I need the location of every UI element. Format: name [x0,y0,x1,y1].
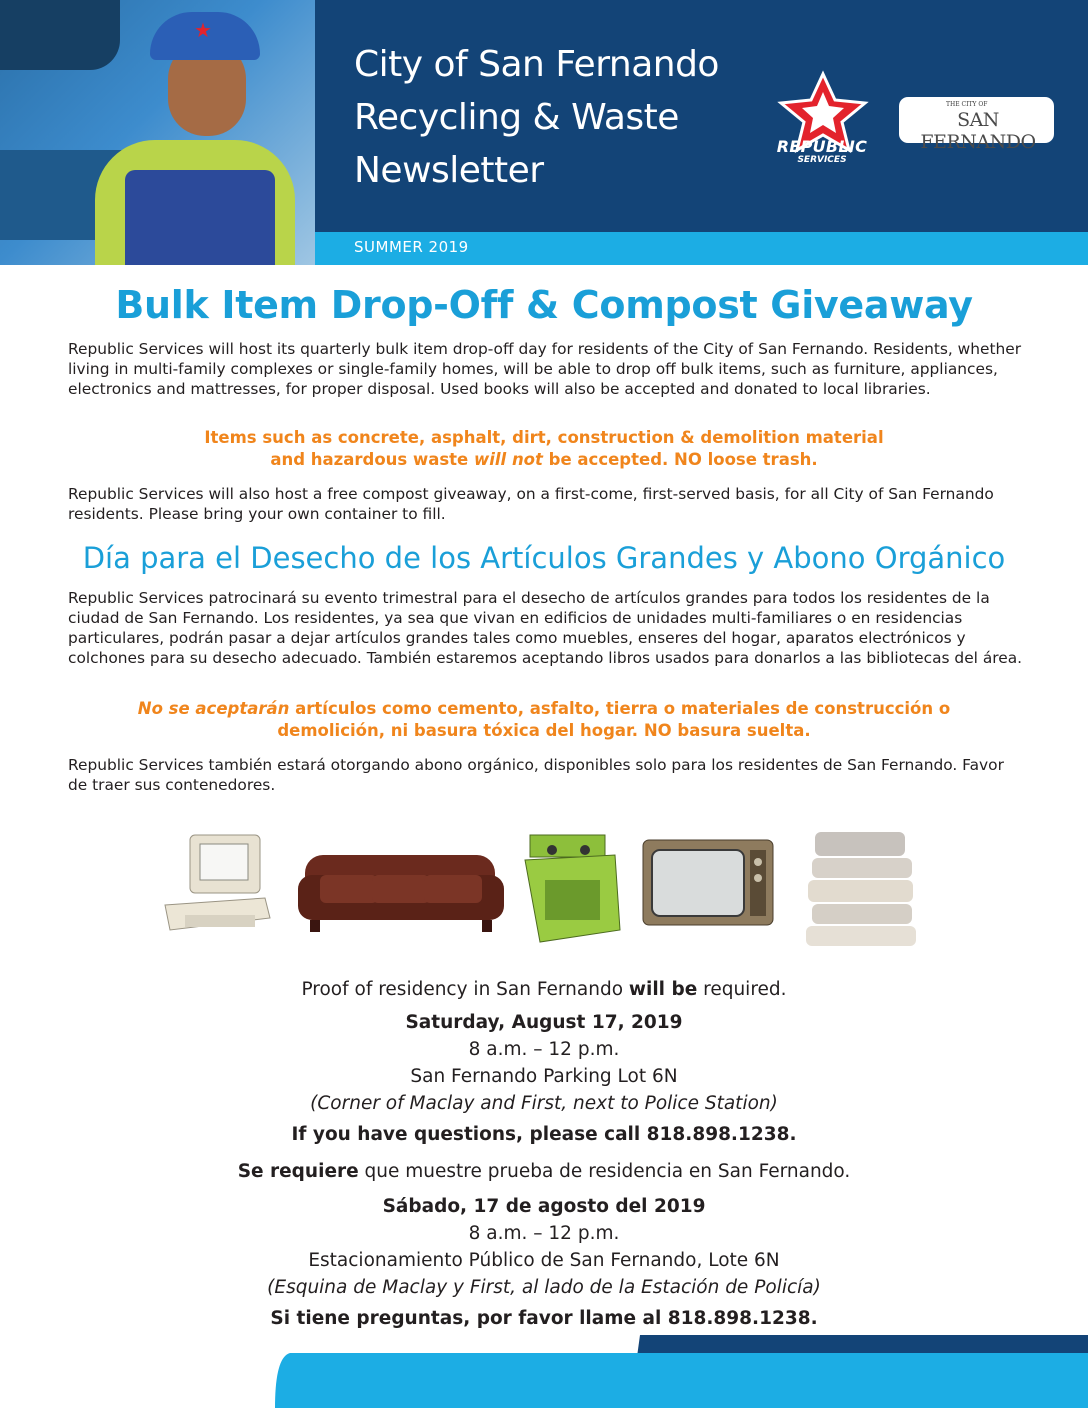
event-contact-es: Si tiene preguntas, por favor llame al 818.898.1238. [270,1308,818,1329]
newsletter-header [0,0,1088,265]
warning-emphasis: will not [473,450,543,469]
title-line-3: Newsletter [354,150,544,191]
event-date-es: Sábado, 17 de agosto del 2019 [382,1196,706,1217]
english-warning-line-1: Items such as concrete, asphalt, dirt, construction & demolition material [204,428,884,447]
warning-text: be accepted. NO loose trash. [542,450,818,469]
computer-image [165,835,270,930]
info-text: required. [697,979,787,1000]
proof-of-residency-es [0,1158,1088,1185]
newsletter-title [354,38,719,197]
event-time: 8 a.m. – 12 p.m. [468,1039,620,1060]
spanish-warning-line-2: demolición, ni basura tóxica del hogar. NO basura suelta. [277,721,811,740]
info-text: Proof of residency in San Fernando [301,979,629,1000]
english-paragraph-2: Republic Services will also host a free compost giveaway, on a first-come, first-served basis, for all City of San Fernando residents. Please bring your own container to fill. [68,485,994,523]
english-heading: Bulk Item Drop-Off & Compost Giveaway [115,283,973,327]
event-location-note: (Corner of Maclay and First, next to Police Station) [310,1093,778,1114]
cap-star-icon: ★ [194,18,212,42]
photo-background-sign [0,0,120,70]
edition-label: SUMMER 2019 [354,238,469,256]
spanish-paragraph-2: Republic Services también estará otorgando abono orgánico, disponibles solo para los residentes de San Fernando. Favor de traer sus contenedores. [68,756,1004,794]
proof-of-residency [0,976,1088,1003]
television-image [643,840,773,925]
event-time-es: 8 a.m. – 12 p.m. [468,1223,620,1244]
stove-image [525,835,620,942]
republic-logo-subtext: SERVICES [797,155,847,165]
sofa-image [298,855,504,932]
republic-logo-text: REPUBLIC [776,137,868,156]
worker-photo [0,0,315,265]
warning-emphasis: No se aceptarán [137,699,290,718]
event-info-spanish [0,1158,1088,1332]
event-location-es: Estacionamiento Público de San Fernando, Lote 6N [308,1250,780,1271]
warning-text: and hazardous waste [270,450,474,469]
english-warning [0,427,1088,471]
english-warning-line-2 [0,449,1088,471]
worker-uniform-panel [125,170,275,265]
spanish-heading: Día para el Desecho de los Artículos Grandes y Abono Orgánico [82,541,1006,575]
footer-swoosh [0,1335,1088,1408]
event-contact: If you have questions, please call 818.898.1238. [291,1124,797,1145]
event-location: San Fernando Parking Lot 6N [410,1066,678,1087]
info-text: que muestre prueba de residencia en San Fernando. [358,1161,851,1182]
spanish-paragraph-1: Republic Services patrocinará su evento trimestral para el desecho de artículos grandes para todos los residentes de la ciudad de San Fernando. Los residentes, ya sea que vivan en edificios de unidades multi-familiares o en residencias particulares, podrán pasar a dejar artículos grandes tales como muebles, enseres del hogar, aparatos electrónicos y colchones para su desecho adecuado. También estaremos aceptando libros usados para donarlos a las bibliotecas del área. [68,589,1023,667]
spanish-warning-line-1 [0,698,1088,720]
info-bold: Se requiere [237,1161,359,1182]
title-line-1: City of San Fernando [354,44,719,85]
worker-cap [150,12,260,60]
english-paragraph-1: Republic Services will host its quarterly bulk item drop-off day for residents of the City of San Fernando. Residents, whether living in multi-family complexes or single-family homes, will be able to drop off bulk items, such as furniture, appliances, electronics and mattresses, for proper disposal. Used books will also be accepted and donated to local libraries. [68,340,1022,398]
event-location-note-es: (Esquina de Maclay y First, al lado de la Estación de Policía) [267,1277,821,1298]
event-info-english [0,976,1088,1148]
event-date: Saturday, August 17, 2019 [405,1012,683,1033]
sf-logo-text: SAN FERNANDO [920,109,1036,153]
mattress-stack-image [806,832,916,946]
bulk-items-illustration [160,820,930,950]
warning-text: artículos como cemento, asfalto, tierra o materiales de construcción o [289,699,951,718]
info-bold: will be [628,979,698,1000]
spanish-warning [0,698,1088,742]
title-line-2: Recycling & Waste [354,97,679,138]
sf-logo-small-text: THE CITY OF [946,101,988,108]
